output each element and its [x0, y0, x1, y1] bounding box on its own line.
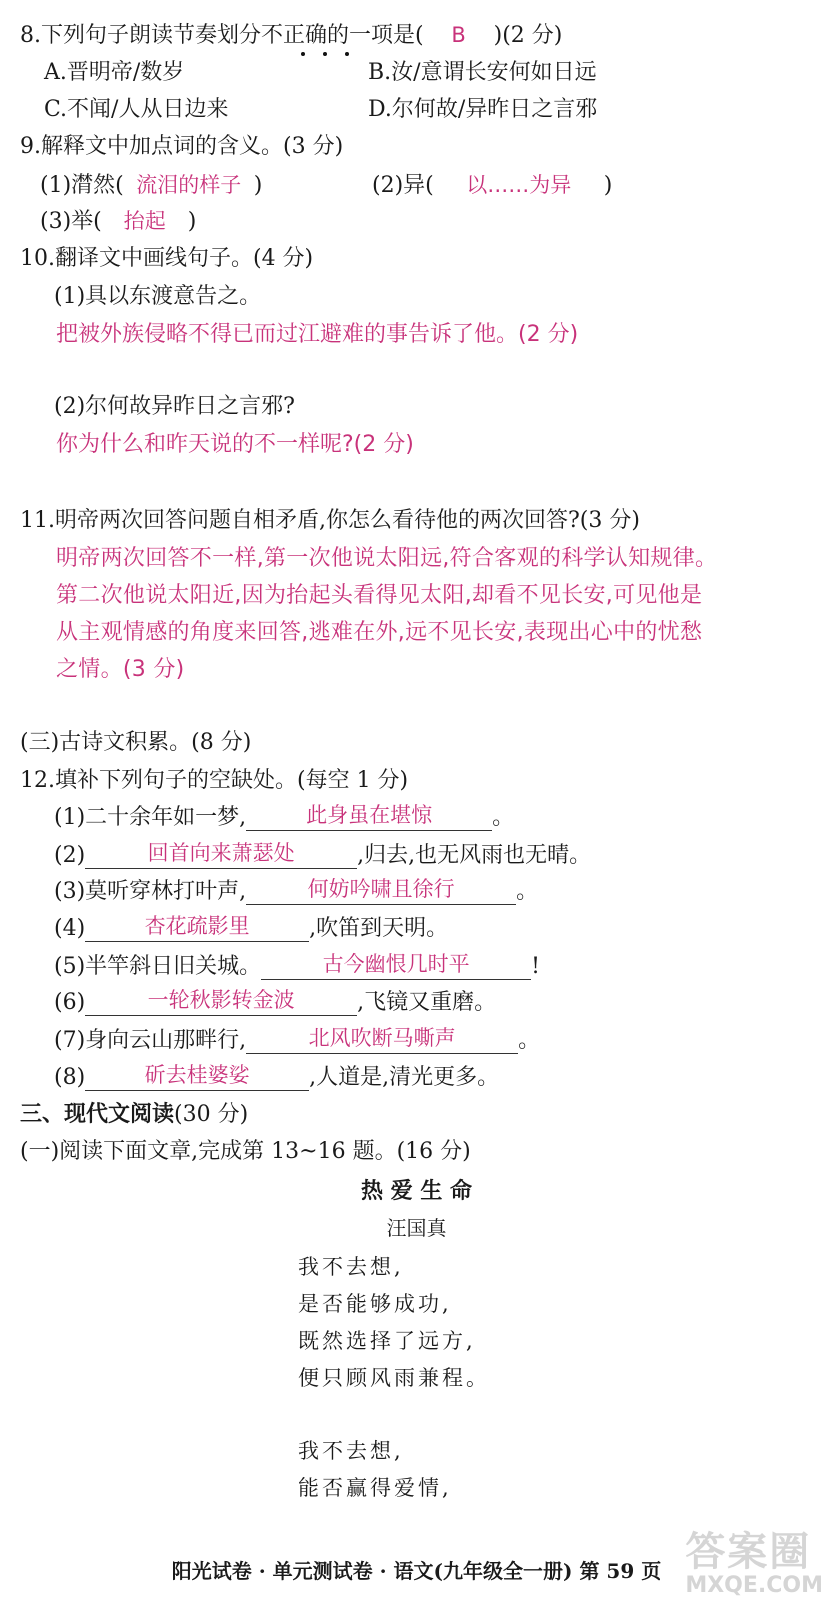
q8-option-b: B.汝/意谓长安何如日远	[368, 60, 597, 85]
q12-row-answer: 斫去桂婆娑	[144, 1063, 250, 1087]
fill-blank	[246, 804, 492, 831]
poem-line: 便只顾风雨兼程。	[298, 1366, 490, 1390]
q12-row-prefix: (7)身向云山那畔行,	[54, 1028, 247, 1053]
q10-sentence-1: (1)具以东渡意告之。	[54, 284, 262, 309]
page-footer: 阳光试卷 · 单元测试卷 · 语文(九年级全一册) 第 59 页	[171, 1559, 662, 1583]
fill-blank	[261, 953, 531, 980]
q12-row-suffix: !	[531, 954, 541, 979]
q9-stem: 9.解释文中加点词的含义。(3 分)	[20, 134, 344, 159]
poem-stanza-1	[298, 1249, 490, 1397]
poem-title: 热 爱 生 命	[361, 1179, 472, 1204]
q9-close: )	[603, 173, 613, 198]
poem-line: 既然选择了远方,	[298, 1329, 476, 1353]
emphasis-dot	[301, 52, 305, 56]
q12-stem: 12.填补下列句子的空缺处。(每空 1 分)	[20, 768, 409, 793]
q9-item-3	[40, 206, 196, 237]
q12-row-suffix: ,飞镜又重磨。	[357, 990, 497, 1015]
q12-row-answer: 此身虽在堪惊	[306, 803, 433, 827]
q12-row-answer: 古今幽恨几时平	[322, 952, 470, 976]
q10-answer-1: 把被外族侵略不得已而过江避难的事告诉了他。(2 分)	[56, 322, 579, 347]
q8-stem-dotted: 不正确	[261, 23, 328, 48]
q11-answer-line: 明帝两次回答不一样,第一次他说太阳远,符合客观的科学认知规律。	[56, 546, 718, 571]
q11-answer-line: 从主观情感的角度来回答,逃难在外,远不见长安,表现出心中的忧愁	[56, 620, 703, 645]
fill-blank	[246, 878, 516, 905]
poem-stanza-2	[298, 1433, 452, 1507]
q11-stem: 11.明帝两次回答问题自相矛盾,你怎么看待他的两次回答?(3 分)	[20, 508, 640, 533]
q12-row-suffix: 。	[516, 879, 539, 904]
emphasis-dot	[345, 52, 349, 56]
q12-row-answer: 一轮秋影转金波	[147, 988, 295, 1012]
q12-row-suffix: ,归去,也无风雨也无晴。	[357, 843, 592, 868]
q12-row-suffix: 。	[518, 1028, 541, 1053]
q12-row-suffix: ,吹笛到天明。	[309, 916, 449, 941]
q12-row-6	[54, 988, 496, 1018]
watermark-logo: 答案圈	[685, 1529, 812, 1575]
q12-row-prefix: (1)二十余年如一梦,	[54, 805, 247, 830]
q12-row-answer: 何妨吟啸且徐行	[307, 877, 455, 901]
q12-row-answer: 回首向来萧瑟处	[147, 841, 295, 865]
q9-item-1	[40, 170, 262, 201]
q9-item-2-answer: 以……为异	[466, 173, 572, 197]
fill-blank	[85, 915, 309, 942]
poem-line: 能否赢得爱情,	[298, 1476, 452, 1500]
poem-author: 汪国真	[386, 1216, 447, 1240]
q8-close: )(2 分)	[493, 23, 563, 48]
section-title: (三)古诗文积累。(8 分)	[20, 730, 252, 755]
q12-row-prefix: (4)	[54, 916, 86, 941]
q8-stem-post: 的一项是(	[327, 23, 424, 48]
q9-item-2	[372, 170, 612, 201]
q9-item-2-label: (2)异(	[372, 173, 434, 198]
q10-sentence-2: (2)尔何故异昨日之言邪?	[54, 394, 295, 419]
q12-row-prefix: (3)莫听穿林打叶声,	[54, 879, 247, 904]
q8-option-c: C.不闻/人从日边来	[44, 97, 229, 122]
q12-row-prefix: (6)	[54, 990, 86, 1015]
q12-row-7	[54, 1026, 540, 1056]
q9-close: )	[187, 209, 197, 234]
q12-row-2	[54, 841, 591, 871]
part-title: 三、现代文阅读	[20, 1102, 175, 1127]
q12-row-prefix: (8)	[54, 1065, 86, 1090]
q12-row-prefix: (5)半竿斜日旧关城。	[54, 954, 262, 979]
q12-row-1	[54, 803, 514, 833]
fill-blank	[85, 989, 357, 1016]
poem-line: 我不去想,	[298, 1439, 404, 1463]
watermark-url: MXQE.COM	[685, 1573, 823, 1598]
q12-row-3	[54, 877, 538, 907]
q9-close: )	[253, 173, 263, 198]
fill-blank	[85, 842, 357, 869]
q11-answer-line: 之情。(3 分)	[56, 657, 185, 682]
part-score: (30 分)	[174, 1102, 249, 1127]
q12-row-answer: 杏花疏影里	[144, 914, 250, 938]
q12-row-4	[54, 914, 448, 944]
q9-item-1-answer: 流泪的样子	[136, 173, 242, 197]
q12-row-prefix: (2)	[54, 843, 86, 868]
q11-answer-line: 第二次他说太阳近,因为抬起头看得见太阳,却看不见长安,可见他是	[56, 583, 703, 608]
watermark	[685, 1530, 823, 1598]
emphasis-dot	[323, 52, 327, 56]
q9-item-3-answer: 抬起	[123, 209, 166, 233]
reading-instruction: (一)阅读下面文章,完成第 13~16 题。(16 分)	[20, 1139, 471, 1164]
q12-row-suffix: 。	[492, 805, 515, 830]
q10-answer-2: 你为什么和昨天说的不一样呢?(2 分)	[56, 432, 414, 457]
q10-stem: 10.翻译文中画线句子。(4 分)	[20, 246, 314, 271]
q12-row-8	[54, 1063, 499, 1093]
q8-stem	[20, 20, 562, 51]
q9-item-3-label: (3)举(	[40, 209, 102, 234]
q8-option-d: D.尔何故/异昨日之言邪	[368, 97, 598, 122]
q8-answer: B	[451, 23, 466, 47]
q12-row-5	[54, 952, 540, 982]
part-heading	[20, 1100, 248, 1130]
q12-row-suffix: ,人道是,清光更多。	[309, 1065, 500, 1090]
fill-blank	[85, 1064, 309, 1091]
q12-row-answer: 北风吹断马嘶声	[308, 1026, 456, 1050]
q8-stem-pre: 8.下列句子朗读节奏划分	[20, 23, 261, 48]
fill-blank	[246, 1027, 518, 1054]
poem-line: 我不去想,	[298, 1255, 404, 1279]
q8-option-a: A.晋明帝/数岁	[44, 60, 185, 85]
q9-item-1-label: (1)潸然(	[40, 173, 124, 198]
poem-line: 是否能够成功,	[298, 1292, 452, 1316]
q11-answer	[56, 540, 796, 688]
